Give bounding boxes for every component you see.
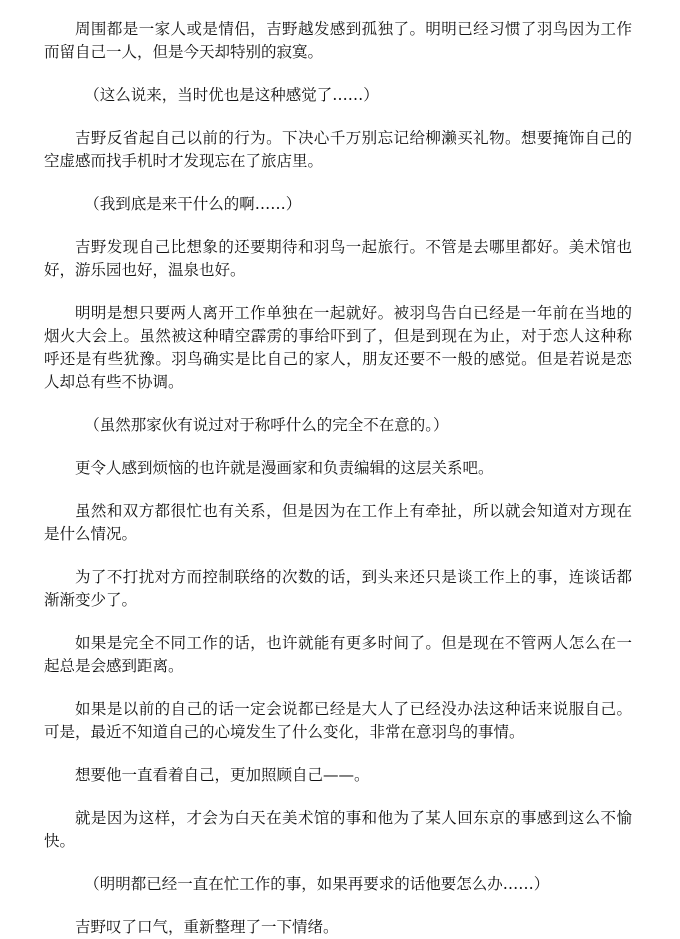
paragraph-12: 吉野叹了口气，重新整理了一下情绪。 [75, 918, 339, 936]
thought-paragraph-3: （虽然那家伙有说过对于称呼什么的完全不在意的。） [84, 416, 449, 434]
paragraph-6: 虽然和双方都很忙也有关系，但是因为在工作上有牵扯，所以就会知道对方现在是什么情况。 [44, 502, 632, 543]
paragraph-11: 就是因为这样，才会为白天在美术馆的事和他为了某人回东京的事感到这么不愉快。 [44, 809, 632, 850]
thought-paragraph-4: （明明都已经一直在忙工作的事，如果再要求的话他要怎么办……） [84, 875, 550, 893]
thought-paragraph-2: （我到底是来干什么的啊……） [84, 195, 302, 213]
paragraph-1: 周围都是一家人或是情侣，吉野越发感到孤独了。明明已经习惯了羽鸟因为工作而留自己一人，但是今天却特别的寂寞。 [44, 20, 632, 61]
paragraph-10: 想要他一直看着自己，更加照顾自己——。 [75, 766, 370, 784]
paragraph-3: 吉野发现自己比想象的还要期待和羽鸟一起旅行。不管是去哪里都好。美术馆也好，游乐园也好，温泉也好。 [44, 238, 632, 279]
paragraph-7: 为了不打扰对方而控制联络的次数的话，到头来还只是谈工作上的事，连谈话都渐渐变少了。 [44, 568, 632, 609]
paragraph-8: 如果是完全不同工作的话，也许就能有更多时间了。但是现在不管两人怎么在一起总是会感到距离。 [44, 634, 632, 675]
paragraph-5: 更令人感到烦恼的也许就是漫画家和负责编辑的这层关系吧。 [75, 459, 494, 477]
paragraph-4: 明明是想只要两人离开工作单独在一起就好。被羽鸟告白已经是一年前在当地的烟火大会上。虽然被这种晴空霹雳的事给吓到了，但是到现在为止，对于恋人这种称呼还是有些犹豫。羽鸟确实是比自己的家人，朋友还要不一般的感觉。但是若说是恋人却总有些不协调。 [44, 304, 632, 391]
paragraph-9: 如果是以前的自己的话一定会说都已经是大人了已经没办法这种话来说服自己。可是，最近不知道自己的心境发生了什么变化，非常在意羽鸟的事情。 [44, 700, 632, 741]
thought-paragraph-1: （这么说来，当时优也是这种感觉了……） [84, 86, 379, 104]
paragraph-2: 吉野反省起自己以前的行为。下决心千万别忘记给柳濑买礼物。想要掩饰自己的空虚感而找手机时才发现忘在了旅店里。 [44, 129, 632, 170]
